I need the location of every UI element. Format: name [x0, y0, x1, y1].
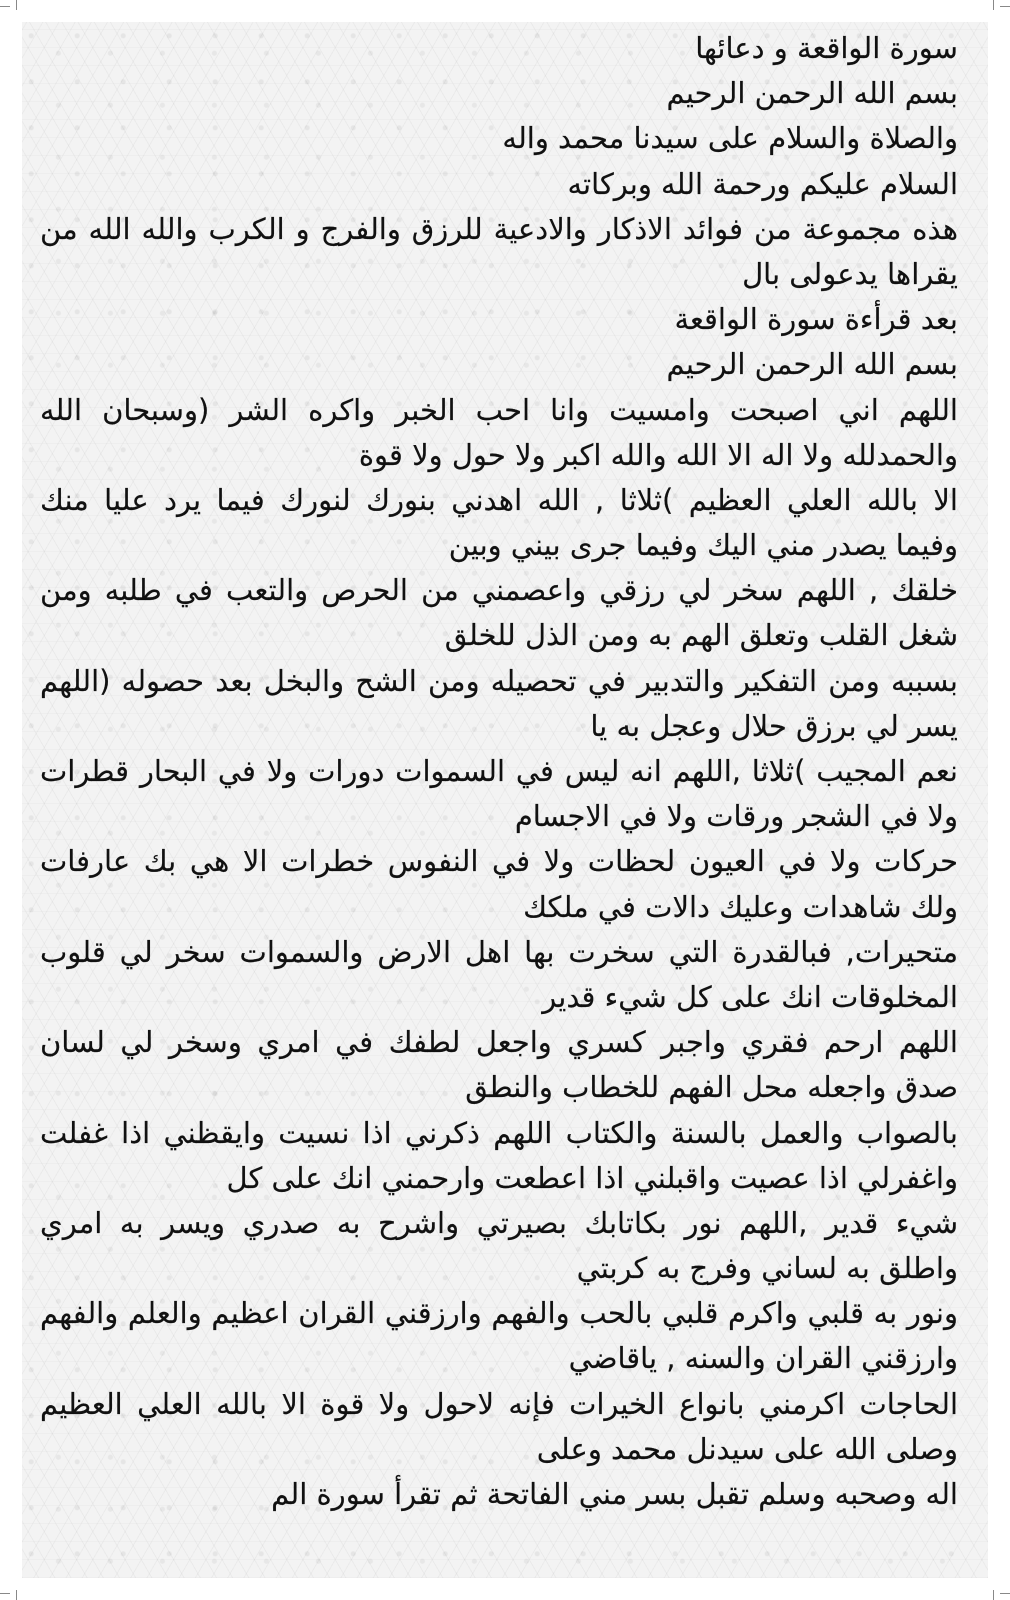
text-line: الا بالله العلي العظيم )ثلاثا , الله اهدني بنورك لنورك فيما يرد عليا منك [40, 482, 958, 517]
crop-mark-top-right-v [993, 0, 994, 10]
crop-mark-top-left-v [16, 0, 17, 10]
crop-mark-bottom-left-v [16, 1590, 17, 1600]
text-line: واغفرلي اذا عصيت واقبلني اذا اعطعت وارحمني انك على كل [226, 1160, 958, 1195]
text-line: ونور به قلبي واكرم قلبي بالحب والفهم وارزقني القران اعظيم والعلم والفهم [40, 1296, 958, 1331]
text-line: صدق واجعله محل الفهم للخطاب والنطق [465, 1070, 958, 1105]
text-line: والصلاة والسلام على سيدنا محمد واله [502, 121, 958, 156]
document-body [40, 26, 958, 1517]
text-line: متحيرات, فبالقدرة التي سخرت بها اهل الارض والسموات سخر لي قلوب [40, 934, 958, 969]
text-line: خلقك , اللهم سخر لي رزقي واعصمني من الحرص والتعب في طلبه ومن [40, 573, 958, 608]
text-line: المخلوقات انك على كل شيء قدير [542, 979, 958, 1014]
text-line: شغل القلب وتعلق الهم به ومن الذل للخلق [444, 618, 958, 653]
text-line: هذه مجموعة من فوائد الاذكار والادعية للرزق والفرج و الكرب والله الله من [40, 211, 958, 246]
text-line: نعم المجيب )ثلاثا ,اللهم انه ليس في السموات دورات ولا في البحار قطرات [40, 754, 958, 788]
text-line: الحاجات اكرمني بانواع الخيرات فإنه لاحول ولا قوة الا بالله العلي العظيم [40, 1386, 958, 1421]
text-line: السلام عليكم ورحمة الله وبركاته [567, 166, 958, 201]
text-line: اله وصحبه وسلم تقبل بسر مني الفاتحة ثم تقرأ سورة الم [271, 1477, 958, 1511]
text-line: بعد قرأءة سورة الواقعة [674, 302, 958, 337]
text-line: بسم الله الرحمن الرحيم [666, 76, 958, 111]
text-line: يقراها يدعولى بال [742, 256, 958, 291]
text-line: شيء قدير ,اللهم نور بكاتابك بصيرتي واشرح به صدري ويسر به امري [40, 1205, 958, 1240]
crop-mark-bottom-left-h [0, 1593, 10, 1594]
text-line: واطلق به لساني وفرج به كربتي [576, 1251, 958, 1286]
crop-mark-bottom-right-v [993, 1590, 994, 1600]
text-line: سورة الواقعة و دعائها [695, 31, 958, 65]
text-line: وفيما يصدر مني اليك وفيما جرى بيني وبين [448, 528, 958, 563]
text-line: بسم الله الرحمن الرحيم [666, 347, 958, 382]
text-line: وصلى الله على سيدنل محمد وعلى [536, 1431, 958, 1466]
text-line: ولك شاهدات وعليك دالات في ملكك [523, 889, 958, 924]
text-line: وارزقني القران والسنه , ياقاضي [568, 1341, 958, 1376]
text-line: حركات ولا في العيون لحظات ولا في النفوس خطرات الا هي بك عارفات [40, 844, 958, 879]
text-line: ولا في الشجر ورقات ولا في الاجسام [514, 799, 958, 834]
crop-mark-top-right-h [1000, 6, 1010, 7]
text-line: بسببه ومن التفكير والتدبير في تحصيله ومن الشح والبخل بعد حصوله (اللهم [40, 663, 958, 698]
crop-mark-top-left-h [0, 6, 10, 7]
text-line: اللهم ارحم فقري واجبر كسري واجعل لطفك في امري وسخر لي لسان [40, 1025, 958, 1060]
text-line: بالصواب والعمل بالسنة والكتاب اللهم ذكرني اذا نسيت وايقظني اذا غفلت [40, 1115, 958, 1150]
text-line: اللهم اني اصبحت وامسيت وانا احب الخبر واكره الشر (وسبحان الله [40, 392, 958, 427]
crop-mark-bottom-right-h [1000, 1593, 1010, 1594]
text-line: يسر لي برزق حلال وعجل به يا [590, 708, 958, 743]
text-line: والحمدلله ولا اله الا الله والله اكبر ولا حول ولا قوة [358, 437, 958, 472]
